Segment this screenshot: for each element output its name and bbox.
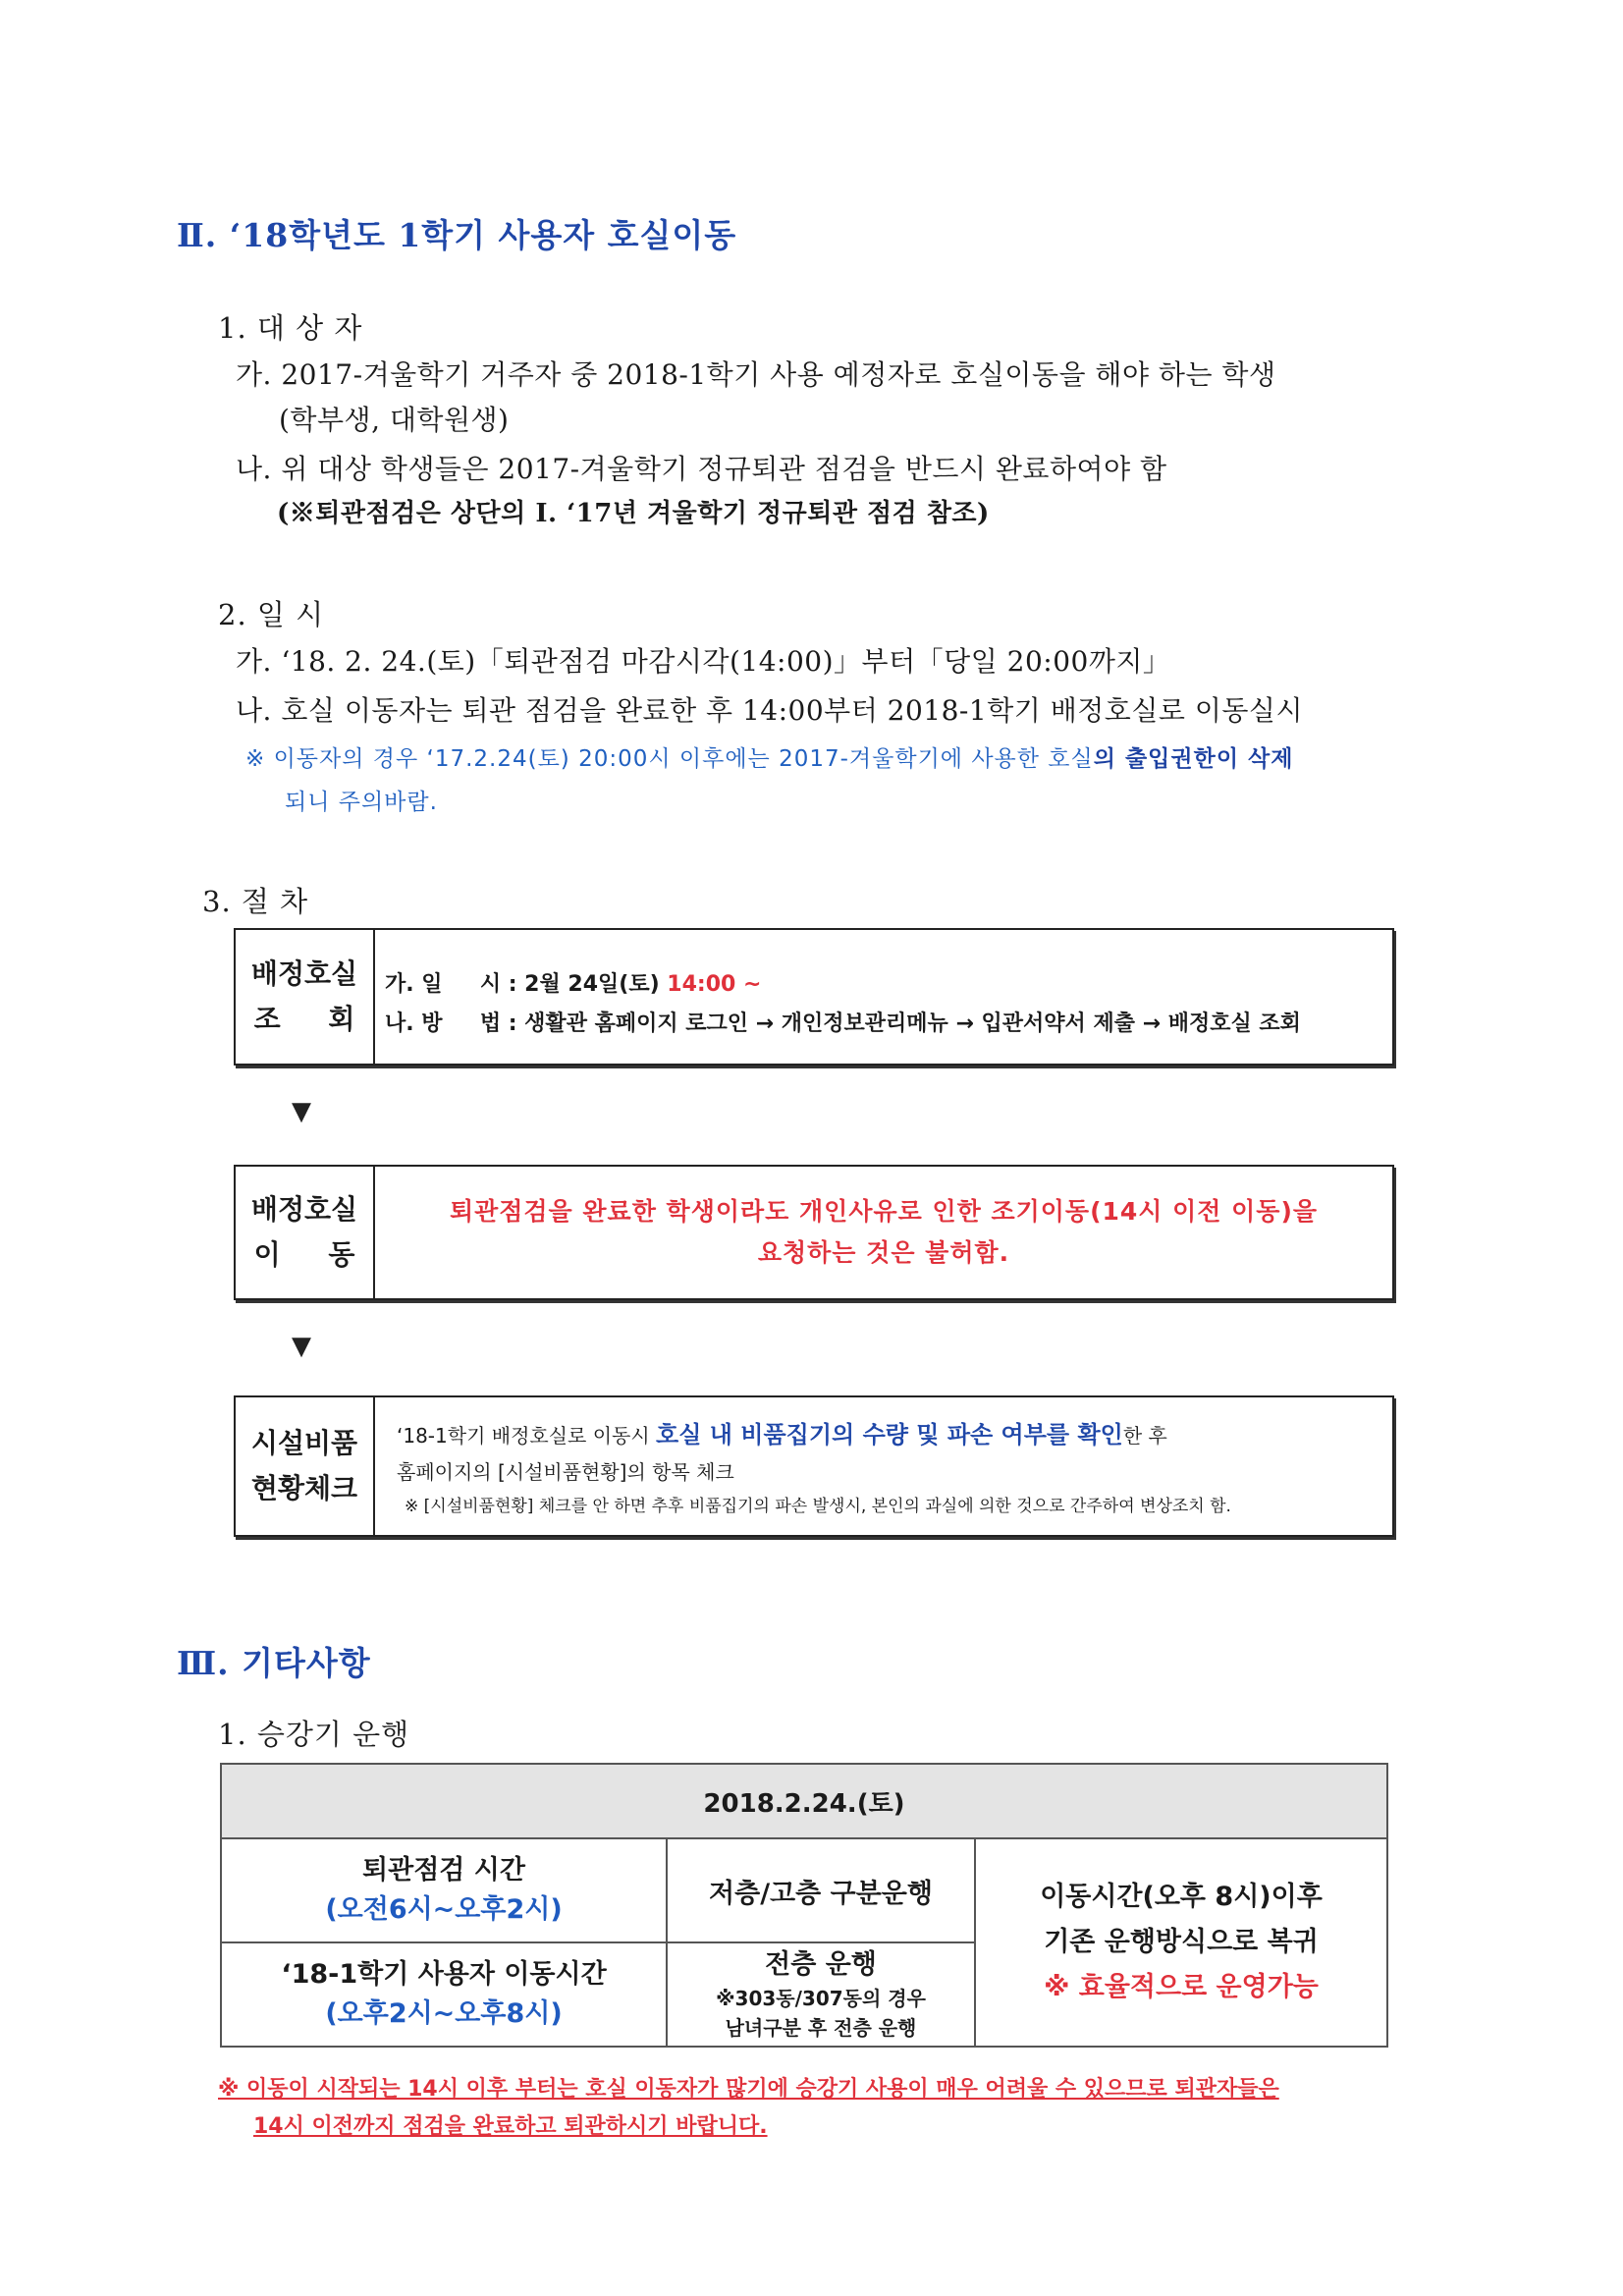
flow-arrow-down-icon: ▼ — [292, 1097, 311, 1126]
item-2-note-cont: 되니 주의바람. — [285, 790, 438, 815]
flow-box-check-label — [236, 1397, 375, 1535]
flow-box-move-label-2: 이 동 — [253, 1238, 355, 1271]
flow-box-check-label-1: 시설비품 — [250, 1427, 358, 1459]
item-1-a: 가. 2017-겨울학기 거주자 중 2018-1학기 사용 예정자로 호실이동을 해야 하는 학생 — [236, 358, 1276, 391]
flow-box-check-prefix: ‘18-1학기 배정호실로 이동시 — [397, 1424, 657, 1448]
elevator-table-after-move — [975, 1838, 1387, 2047]
flow-box-move — [234, 1165, 1394, 1300]
item-2-b: 나. 호실 이동자는 퇴관 점검을 완료한 후 14:00부터 2018-1학기 배정호실로 이동실시 — [236, 694, 1304, 727]
item-2-note — [245, 740, 1293, 773]
elevator-warning-line2: 14시 이전까지 점검을 완료하고 퇴관하시기 바랍니다. — [253, 2114, 768, 2139]
flow-box-move-label-1: 배정호실 — [250, 1193, 358, 1226]
elevator-table-date: 2018.2.24.(토) — [221, 1764, 1387, 1838]
flow-box-lookup-time: 14:00 ~ — [667, 972, 762, 997]
elevator-table-split-operation: 저층/고층 구분운행 — [667, 1838, 975, 1942]
section-3-title: Ⅲ. 기타사항 — [177, 1644, 371, 1682]
item-2-note-prefix: ※ 이동자의 경우 ‘17.2.24(토) 20:00시 이후에는 2017-겨울학기에 사용한 호실 — [245, 746, 1094, 772]
checkout-time-range: (오전6시~오후2시) — [325, 1894, 563, 1925]
all-floors-note2: 남녀구분 후 전층 운행 — [725, 2016, 917, 2040]
checkout-time-label: 퇴관점검 시간 — [362, 1855, 525, 1886]
flow-box-check-line3: ※ [시설비품현황] 체크를 안 하면 추후 비품집기의 파손 발생시, 본인의 과실에 의한 것으로 간주하여 변상조치 함. — [405, 1497, 1231, 1516]
elevator-warning-line1: ※ 이동이 시작되는 14시 이후 부터는 호실 이동자가 많기에 승강기 사용이 매우 어려울 수 있으므로 퇴관자들은 — [218, 2077, 1279, 2102]
item-2-note-bold: 의 출입권한이 삭제 — [1093, 746, 1294, 772]
flow-box-lookup-content — [375, 930, 1392, 1064]
flow-box-move-line2: 요청하는 것은 불허함. — [757, 1238, 1010, 1267]
flow-box-check-content — [375, 1397, 1392, 1535]
flow-box-check-line2: 홈페이지의 [시설비품현황]의 항목 체크 — [397, 1460, 734, 1484]
move-time-label: ‘18-1학기 사용자 이동시간 — [281, 1959, 607, 1990]
elevator-table-all-floors — [667, 1942, 975, 2047]
move-time-range: (오후2시~오후8시) — [325, 1998, 563, 2029]
all-floors-note1: ※303동/307동의 경우 — [716, 1987, 926, 2010]
flow-box-lookup-line2: 나. 방 법 : 생활관 홈페이지 로그인 → 개인정보관리메뉴 → 입관서약서 제출 → 배정호실 조회 — [385, 1011, 1301, 1036]
after-move-line1: 이동시간(오후 8시)이후 — [1040, 1882, 1323, 1912]
item-2-a: 가. ‘18. 2. 24.(토)「퇴관점검 마감시각(14:00)」부터「당일 20:00까지」 — [236, 645, 1171, 678]
flow-box-lookup-label-1: 배정호실 — [250, 957, 358, 990]
item-1-heading: 1. 대 상 자 — [218, 311, 363, 345]
flow-box-lookup-label — [236, 930, 375, 1064]
after-move-line2: 기존 운행방식으로 복귀 — [1044, 1927, 1319, 1957]
item-1-b-note: (※퇴관점검은 상단의 Ⅰ. ‘17년 겨울학기 정규퇴관 점검 참조) — [277, 499, 990, 528]
item-1-a-cont: (학부생, 대학원생) — [279, 404, 510, 436]
item-3-heading: 3. 절 차 — [202, 885, 309, 918]
flow-box-move-line1: 퇴관점검을 완료한 학생이라도 개인사유로 인한 조기이동(14시 이전 이동)을 — [449, 1197, 1319, 1226]
flow-box-check-suffix: 한 후 — [1122, 1424, 1167, 1448]
elevator-heading: 1. 승강기 운행 — [218, 1718, 410, 1751]
all-floors-label: 전층 운행 — [765, 1949, 877, 1980]
elevator-table — [220, 1763, 1388, 2048]
flow-box-check-line1 — [397, 1415, 1167, 1449]
section-2-title: Ⅱ. ‘18학년도 1학기 사용자 호실이동 — [177, 216, 737, 254]
elevator-table-move-time — [221, 1942, 667, 2047]
flow-box-move-content — [375, 1167, 1392, 1298]
flow-box-check-bold: 호실 내 비품집기의 수량 및 파손 여부를 확인 — [656, 1421, 1123, 1449]
flow-arrow-down-icon-2: ▼ — [292, 1332, 311, 1361]
flow-box-lookup-line1 — [385, 967, 761, 998]
flow-box-move-label — [236, 1167, 375, 1298]
item-1-b: 나. 위 대상 학생들은 2017-겨울학기 정규퇴관 점검을 반드시 완료하여야 함 — [236, 453, 1167, 485]
after-move-line3: ※ 효율적으로 운영가능 — [1044, 1972, 1319, 2002]
flow-box-lookup-label-2: 조 회 — [253, 1003, 355, 1035]
elevator-table-checkout-time — [221, 1838, 667, 1942]
flow-box-lookup-date: 가. 일 시 : 2월 24일(토) — [385, 972, 668, 997]
flow-box-check-label-2: 현황체크 — [250, 1472, 358, 1504]
item-2-heading: 2. 일 시 — [218, 598, 325, 631]
flow-box-check — [234, 1395, 1394, 1537]
flow-box-lookup — [234, 928, 1394, 1066]
